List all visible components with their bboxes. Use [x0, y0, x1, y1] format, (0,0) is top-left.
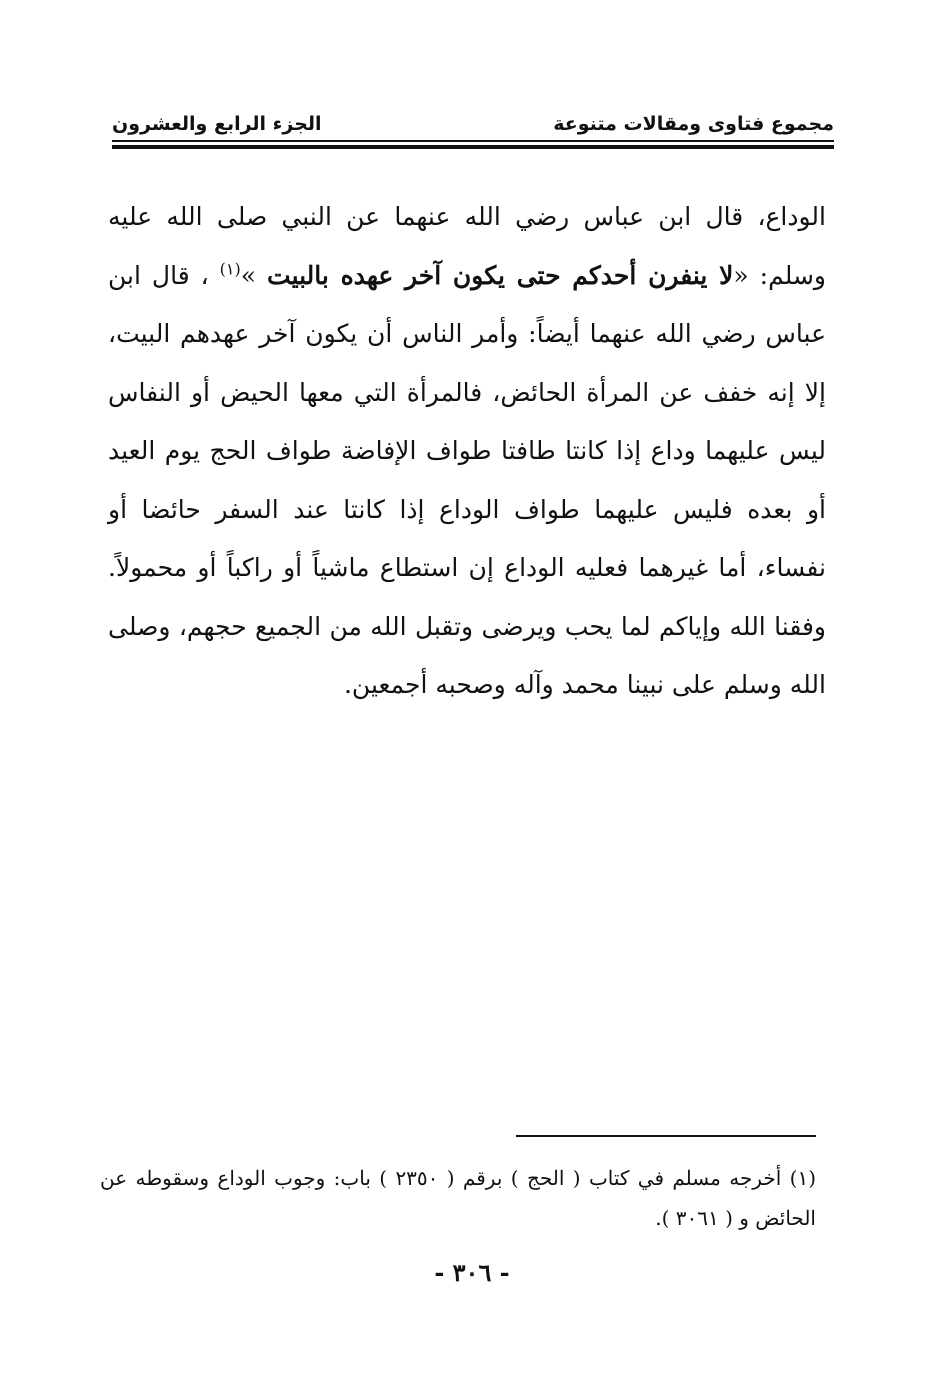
paragraph-start: الوداع، قال ابن عباس رضي الله عنهما عن النبي صلى الله عليه وسلم: « — [108, 202, 827, 290]
header-rule-top — [112, 140, 834, 142]
volume-label: الجزء الرابع والعشرون — [112, 113, 322, 135]
book-title: مجموع فتاوى ومقالات متنوعة — [553, 113, 834, 135]
running-header — [112, 108, 834, 140]
quote-close: » — [240, 260, 268, 290]
header-rule-bottom — [112, 145, 834, 149]
footnote — [100, 1158, 816, 1238]
footnote-text: (١) أخرجه مسلم في كتاب ( الحج ) برقم ( ٢٣٥٠ ) باب: وجوب الوداع وسقوطه عن الحائض و ( ٣٠٦١ ). — [100, 1166, 816, 1230]
main-text — [108, 188, 826, 715]
footnote-reference: (١) — [219, 259, 241, 279]
hadith-quote: لا ينفرن أحدكم حتى يكون آخر عهده بالبيت — [267, 260, 734, 290]
main-paragraph — [108, 188, 826, 715]
footnote-separator — [516, 1135, 816, 1137]
paragraph-rest: ، قال ابن عباس رضي الله عنهما أيضاً: وأمر الناس أن يكون آخر عهدهم البيت، إلا إنه خفف عن المرأة الحائض، فالمرأة التي معها الحيض أو النفاس ليس عليهما وداع إذا كانتا طافتا طواف الإفاضة طواف الحج يوم العيد أو بعده فليس عليهما طواف الوداع إذا كانتا عند السفر حائضا أو نفساء، أما غيرهما فعليه الوداع إن استطاع ماشياً أو راكباً أو محمولاً. وفقنا الله وإياكم لما يحب ويرضى وتقبل الله من الجميع حجهم، وصلى الله وسلم على نبينا محمد وآله وصحبه أجمعين. — [108, 260, 826, 699]
page-number: - ٣٠٦ - — [434, 1258, 510, 1287]
